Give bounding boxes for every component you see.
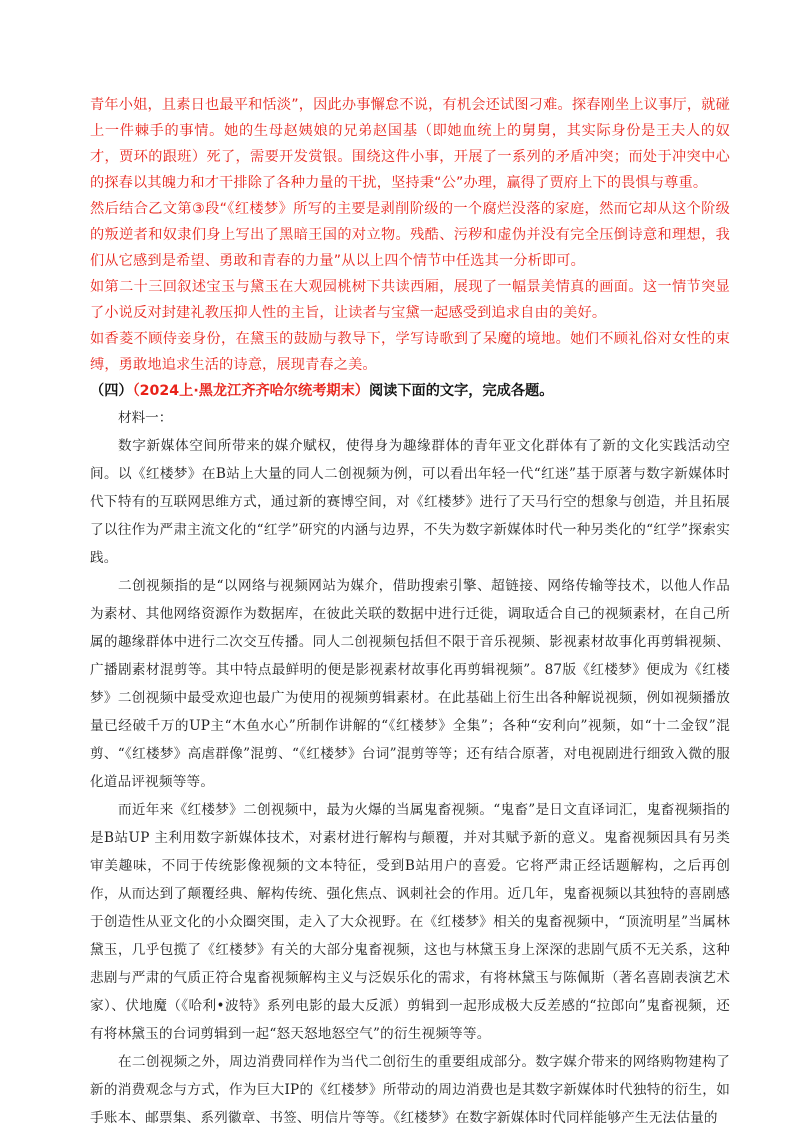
answer-block [90, 92, 730, 378]
answer-paragraph: 如香菱不顾侍妾身份，在黛玉的鼓励与教导下，学写诗歌到了呆魔的境地。她们不顾礼俗对女性的束缚，勇敢地追求生活的诗意，展现青春之美。 [90, 331, 730, 373]
material-title: 材料一： [118, 410, 173, 426]
section-number: （四） [90, 383, 133, 399]
body-paragraph: 在二创视频之外，周边消费同样作为当代二创衍生的重要组成部分。数字媒介带来的网络购物建构了新的消费观念与方式，作为巨大IP的《红楼梦》所带动的周边消费也是其数字新媒体时代独特的衍生，如手账本、邮票集、系列徽章、书签、明信片等等。《红楼梦》在数字新媒体时代同样能够产生无法估量的 [90, 1054, 730, 1126]
answer-paragraph: 如第二十三回叙述宝玉与黛玉在大观园桃树下共读西厢，展现了一幅景美情真的画面。这一情节突显了小说反对封建礼教压抑人性的主旨，让读者与宝黛一起感受到追求自由的美好。 [90, 279, 730, 321]
section-instruction: 阅读下面的文字，完成各题。 [368, 383, 554, 399]
answer-paragraph: 然后结合乙文第③段“《红楼梦》所写的主要是剥削阶级的一个腐烂没落的家庭，然而它却从这个阶级的叛逆者和奴隶们身上写出了黑暗王国的对立物。残酷、污秽和虚伪并没有完全压倒诗意和理想，我们从它感到是希望、勇敢和青春的力量”从以上四个情节中任选其一分析即可。 [90, 201, 730, 269]
section-heading [90, 378, 730, 404]
section-source: （2024上·黑龙江齐齐哈尔统考期末） [132, 383, 369, 399]
body-paragraph: 而近年来《红楼梦》二创视频中，最为火爆的当属鬼畜视频。“鬼畜”是日文直译词汇，鬼畜视频指的是B站UP 主利用数字新媒体技术，对素材进行解构与颠覆，并对其赋予新的意义。鬼畜视频因具有另类审美趣味，不同于传统影像视频的文本特征，受到B站用户的喜爱。它将严肃正经话题解构，之后再创作，从而达到了颠覆经典、解构传统、强化焦点、讽刺社会的作用。近几年，鬼畜视频以其独特的喜剧感于创造性从亚文化的小众圈突围，走入了大众视野。在《红楼梦》相关的鬼畜视频中，“顶流明星”当属林黛玉，几乎包揽了《红楼梦》有关的大部分鬼畜视频，这也与林黛玉身上深深的悲剧气质不无关系，这种悲剧与严肃的气质正符合鬼畜视频解构主义与泛娱乐化的需求，有将林黛玉与陈佩斯（著名喜剧表演艺术家）、伏地魔（《哈利•波特》系列电影的最大反派）剪辑到一起形成极大反差感的“拉郎向”鬼畜视频，还有将林黛玉的台词剪辑到一起“怒天怒地怒空气”的衍生视频等等。 [90, 802, 730, 1042]
answer-paragraph: 青年小姐，且素日也最平和恬淡”，因此办事懈怠不说，有机会还试图刁难。探春刚坐上议事厅，就碰上一件棘手的事情。她的生母赵姨娘的兄弟赵国基（即她血统上的舅舅，其实际身份是王夫人的奴才，贾环的跟班）死了，需要开发赏银。围绕这件小事，开展了一系列的矛盾冲突；而处于冲突中心的探春以其魄力和才干排除了各种力量的干扰，坚持秉“公”办理，赢得了贾府上下的畏惧与尊重。 [90, 97, 730, 191]
body-paragraph: 二创视频指的是“以网络与视频网站为媒介，借助搜索引擎、超链接、网络传输等技术，以他人作品为素材、其他网络资源作为数据库，在彼此关联的数据中进行迁徙，调取适合自己的视频素材，在自己所属的趣缘群体中进行二次交互传播。同人二创视频包括但不限于音乐视频、影视素材故事化再剪辑视频、广播剧素材混剪等。其中特点最鲜明的便是影视素材故事化再剪辑视频”。87版《红楼梦》便成为《红楼梦》二创视频中最受欢迎也最广为使用的视频剪辑素材。在此基础上衍生出各种解说视频，例如视频播放量已经破千万的UP主“木鱼水心”所制作讲解的“《红楼梦》全集”；各种“安利向”视频，如“十二金钗”混剪、“《红楼梦》高虐群像”混剪、“《红楼梦》台词”混剪等等；还有结合原著，对电视剧进行细致入微的服化道品评视频等等。 [90, 578, 730, 790]
material-body [90, 432, 730, 1132]
body-paragraph: 数字新媒体空间所带来的媒介赋权，使得身为趣缘群体的青年亚文化群体有了新的文化实践活动空间。以《红楼梦》在B站上大量的同人二创视频为例，可以看出年轻一代“红迷”基于原著与数字新媒体时代下特有的互联网思维方式，通过新的赛博空间，对《红楼梦》进行了天马行空的想象与创造，并且拓展了以往作为严肃主流文化的“红学”研究的内涵与边界，不失为数字新媒体时代一种另类化的“红学”探索实践。 [90, 438, 730, 566]
